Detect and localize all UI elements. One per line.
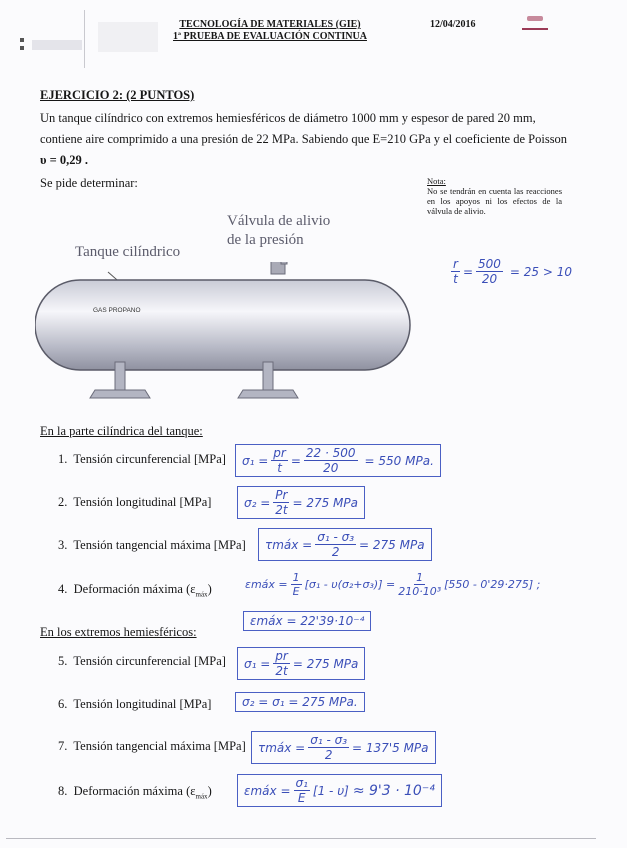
item-4-number: 4. <box>58 582 68 596</box>
bottom-rule <box>6 838 596 839</box>
answer-8-mid: [1 - υ] <box>312 783 349 798</box>
title-line-2: 1ª PRUEBA DE EVALUACIÓN CONTINUA <box>173 31 367 42</box>
answer-7 <box>251 731 436 764</box>
note <box>427 176 562 216</box>
answer-8-frac-den: E <box>297 791 306 805</box>
answer-1-eq: = <box>290 453 301 468</box>
item-8-number: 8. <box>58 784 68 798</box>
item-7-number: 7. <box>58 739 68 753</box>
item-7-label: Tensión tangencial máxima [MPa] <box>73 739 246 753</box>
side-calc-mid-den: 20 <box>481 272 498 286</box>
note-title: Nota: <box>427 176 446 186</box>
answer-2-frac-num: Pr <box>275 488 288 502</box>
answer-4-frac2-den: 210·10³ <box>398 585 442 598</box>
item-4-label: Deformación máxima (ε <box>73 582 196 596</box>
note-text: No se tendrán en cuenta las reacciones en los apoyos ni los efectos de la válvula de alivio. <box>427 186 562 216</box>
item-8-sub: máx <box>195 792 208 801</box>
side-calc-mid-num: 500 <box>478 257 501 271</box>
item-1-number: 1. <box>58 452 68 466</box>
label-valve-line-2: de la presión <box>227 232 304 248</box>
header-divider <box>84 10 85 68</box>
label-valve <box>227 212 330 250</box>
item-8-tail: ) <box>207 784 212 798</box>
answer-3-frac-den: 2 <box>331 545 340 559</box>
exercise-statement <box>40 108 595 171</box>
header-title <box>150 19 390 43</box>
university-logo <box>14 26 84 56</box>
answer-8 <box>237 774 442 807</box>
answer-4-tail: [550 - 0'29·275] ; <box>444 578 541 591</box>
answer-3-frac-num: σ₁ - σ₃ <box>317 530 355 544</box>
answer-1-lhs: σ₁ = <box>242 453 269 468</box>
item-6-number: 6. <box>58 697 68 711</box>
item-3-label: Tensión tangencial máxima [MPa] <box>73 538 246 552</box>
answer-1-frac1-num: pr <box>273 446 286 460</box>
answer-3 <box>258 528 432 561</box>
answer-8-lhs: εmáx = <box>244 783 291 798</box>
item-5-label: Tensión circunferencial [MPa] <box>73 654 226 668</box>
answer-6: σ₂ = σ₁ = 275 MPa. <box>235 692 365 712</box>
answer-3-result: = 275 MPa <box>359 537 425 552</box>
answer-4-mid: [σ₁ - υ(σ₂+σ₃)] = <box>304 578 396 591</box>
answer-1-frac1-den: t <box>277 461 282 475</box>
answer-3-lhs: τmáx = <box>265 537 313 552</box>
section-cylindrical: En la parte cilíndrica del tanque: <box>40 424 203 438</box>
answer-4-work <box>245 572 540 597</box>
statement-line-3: υ = 0,29 . <box>40 153 88 167</box>
answer-8-frac-num: σ₁ <box>295 776 308 790</box>
answer-5-frac-den: 2t <box>275 664 288 678</box>
item-5 <box>58 654 226 669</box>
answer-8-result: ≈ 9'3 · 10⁻⁴ <box>352 782 435 799</box>
answer-4-frac2-num: 1 <box>416 571 424 584</box>
side-calc-lhs-den: t <box>453 272 458 286</box>
item-4-tail: ) <box>207 582 212 596</box>
item-7 <box>58 739 246 754</box>
answer-4-result: εmáx = 22'39·10⁻⁴ <box>243 611 371 631</box>
answer-1-frac2-num: 22 · 500 <box>305 446 356 460</box>
item-2 <box>58 495 211 510</box>
answer-1-result: = 550 MPa. <box>364 453 434 468</box>
answer-2 <box>237 486 365 519</box>
item-5-number: 5. <box>58 654 68 668</box>
tank-text: GAS PROPANO <box>93 307 141 314</box>
answer-1-frac2-den: 20 <box>323 461 339 475</box>
seal-logo <box>522 14 548 36</box>
answer-2-result: = 275 MPa <box>292 495 358 510</box>
title-line-1: TECNOLOGÍA DE MATERIALES (GIE) <box>179 19 361 30</box>
item-6 <box>58 697 211 712</box>
statement-line-2: contiene aire comprimido a una presión de 22 MPa. Sabiendo que E=210 GPa y el coeficiente de Poisson <box>40 132 568 146</box>
answer-1 <box>235 444 441 477</box>
item-8-label: Deformación máxima (ε <box>73 784 196 798</box>
label-tank: Tanque cilíndrico <box>75 244 181 260</box>
answer-4-frac-num: 1 <box>292 571 300 584</box>
answer-4-frac-den: E <box>292 585 300 598</box>
item-2-label: Tensión longitudinal [MPa] <box>73 495 212 509</box>
answer-2-frac-den: 2t <box>275 503 288 517</box>
item-6-label: Tensión longitudinal [MPa] <box>73 697 212 711</box>
answer-7-lhs: τmáx = <box>258 740 306 755</box>
section-hemispherical: En los extremos hemiesféricos: <box>40 625 197 639</box>
answer-5 <box>237 647 365 680</box>
item-4 <box>58 582 212 599</box>
side-calc-result: = 25 > 10 <box>509 264 572 279</box>
item-4-sub: máx <box>195 590 208 599</box>
side-calculation: $\frac{r}{t}$ = $\frac{500}{20}$ = 25 > 10 <box>453 257 572 286</box>
header-date: 12/04/2016 <box>430 19 476 30</box>
statement-line-1: Un tanque cilíndrico con extremos hemiesféricos de diámetro 1000 mm y espesor de pared 20 mm, <box>40 111 536 125</box>
exercise-heading: EJERCICIO 2: (2 PUNTOS) <box>40 88 195 102</box>
answer-4-lhs: εmáx = <box>245 578 288 591</box>
side-calc-lhs-num: r <box>453 257 458 271</box>
item-3-number: 3. <box>58 538 68 552</box>
ask-text: Se pide determinar: <box>40 176 138 190</box>
answer-7-frac-den: 2 <box>324 748 333 762</box>
item-1 <box>58 452 226 467</box>
answer-5-lhs: σ₁ = <box>244 656 271 671</box>
answer-5-frac-num: pr <box>275 649 288 663</box>
answer-7-frac-num: σ₁ - σ₃ <box>310 733 348 747</box>
item-8 <box>58 784 212 801</box>
tank-body <box>35 280 410 370</box>
answer-7-result: = 137'5 MPa <box>352 740 429 755</box>
tank-drawing <box>35 262 415 402</box>
answer-2-lhs: σ₂ = <box>244 495 271 510</box>
faculty-logo <box>98 22 158 52</box>
answer-5-result: = 275 MPa <box>292 656 359 671</box>
item-2-number: 2. <box>58 495 68 509</box>
item-3 <box>58 538 246 553</box>
item-1-label: Tensión circunferencial [MPa] <box>73 452 226 466</box>
label-valve-line-1: Válvula de alivio <box>227 213 331 229</box>
